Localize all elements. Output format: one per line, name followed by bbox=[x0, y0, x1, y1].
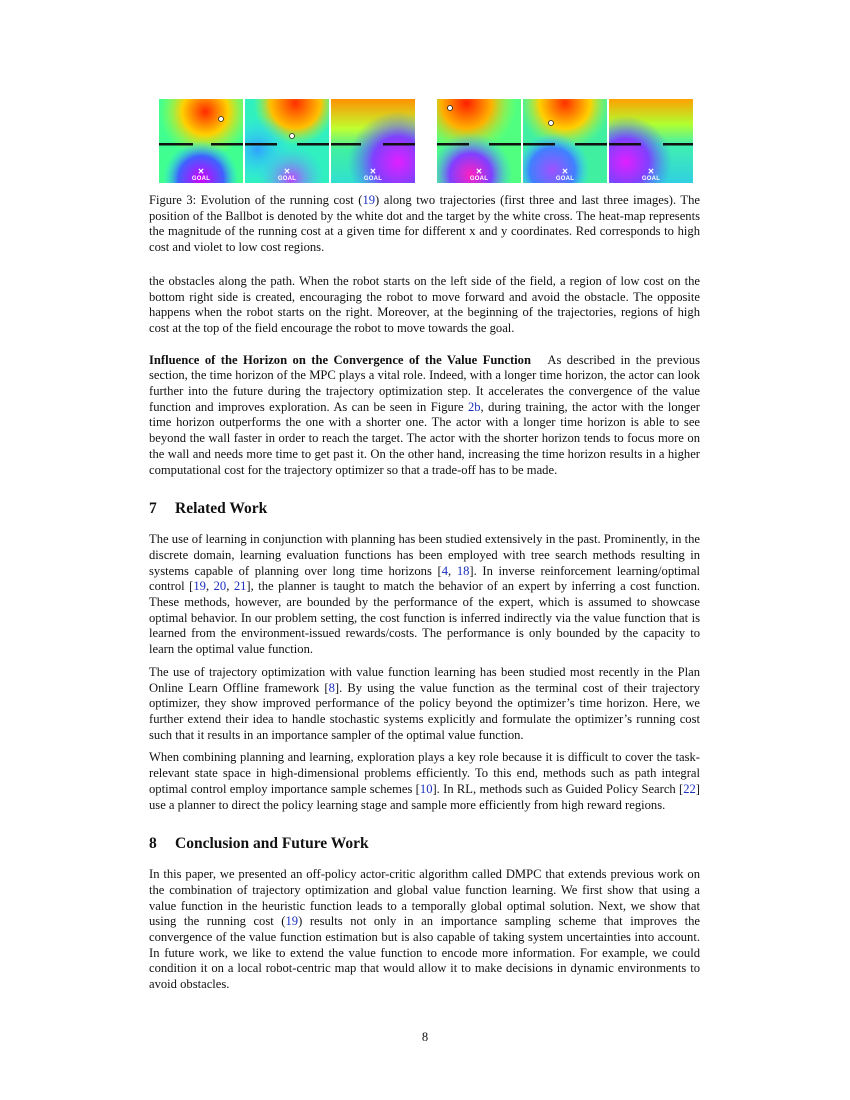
goal-label: GOAL bbox=[191, 176, 211, 182]
figure-3-caption: Figure 3: Evolution of the running cost (19) along two trajectories (first three and last three images). The position of the Ballbot is denoted by the white dot and the target by the white cross. The heat-map represents the magnitude of the running cost at a given time for different x and y coordinates. Red corresponds to high cost and violet to low cost regions. bbox=[149, 193, 700, 255]
heatmap-panel-2 bbox=[245, 99, 329, 183]
paragraph-obstacles: the obstacles along the path. When the robot starts on the left side of the field, a region of low cost on the bottom right side is created, encouraging the robot to move forward and avoid the obstacle. The opposite happens when the robot starts on the right. Moreover, at the beginning of the trajectories, regions of high cost at the top of the field encourage the robot to move towards the goal. bbox=[149, 273, 700, 335]
goal-cross-icon: ✕ bbox=[369, 167, 377, 176]
heatmap-panel-1 bbox=[159, 99, 243, 183]
heatmap-panel-5 bbox=[523, 99, 607, 183]
citation-link[interactable]: 10 bbox=[419, 781, 433, 796]
heatmap-panel-4 bbox=[437, 99, 521, 183]
page-number: 8 bbox=[421, 1030, 429, 1044]
figure-link[interactable]: 2b bbox=[467, 399, 481, 414]
citation-link[interactable]: 21 bbox=[233, 579, 247, 594]
citation-link[interactable]: 19 bbox=[193, 579, 206, 594]
citation-link[interactable]: 18 bbox=[456, 563, 470, 578]
goal-label: GOAL bbox=[469, 176, 489, 182]
citation-link[interactable]: 20 bbox=[213, 579, 227, 594]
equation-link[interactable]: 19 bbox=[362, 193, 376, 207]
section-7-paragraph-3: When combining planning and learning, exploration plays a key role because it is difficult to cover the task-relevant state space in high-dimensional problems efficiently. To this end, methods such as path integral optimal control employ importance sample schemes [10]. In RL, methods such as Guided Policy Search [22] use a planner to direct the policy learning stage and sample more efficiently from high reward regions. bbox=[149, 750, 700, 812]
page-body bbox=[149, 99, 700, 993]
goal-label: GOAL bbox=[277, 176, 297, 182]
goal-cross-icon: ✕ bbox=[283, 167, 291, 176]
figure-3-heatmaps bbox=[149, 99, 700, 185]
section-8-paragraph-1: In this paper, we presented an off-policy actor-critic algorithm called DMPC that extends previous work on the combination of trajectory optimization and global value function learning. We first show that using a value function in the heuristic function leads to a temporally global optimal solution. Next, we show that using the running cost (19) results not only in an importance sampling scheme that improves the convergence of the value function estimation but is also capable of taking system uncertainties into account. In future work, we like to extend the value function to encode more information. For example, we could condition it on a local robot-centric map that would allow it to make decisions in dynamic environments to avoid obstacles. bbox=[149, 867, 700, 992]
heatmap-panel-6 bbox=[609, 99, 693, 183]
section-8-heading: 8 Conclusion and Future Work bbox=[149, 835, 369, 853]
section-7-paragraph-1: The use of learning in conjunction with planning has been studied extensively in the past. Prominently, in the discrete domain, learning evaluation functions has been employed with tree search methods resulting in systems capable of planning over long time horizons [4, 18]. In inverse reinforcement learning/optimal control [19, 20, 21], the planner is taught to match the behavior of an expert by inferring a cost function. These methods, however, are bounded by the performance of the expert, which is assumed to showcase optimal behavior. In our problem setting, the cost function is inferred indirectly via the value function that is learned from the environment-issued rewards/costs. The performance is only bounded by the capacity to learn the optimal value function. bbox=[149, 532, 701, 657]
paragraph-horizon: Influence of the Horizon on the Convergence of the Value Function As described in the previous section, the time horizon of the MPC plays a vital role. Indeed, with a longer time horizon, the actor can look further into the future during the trajectory optimization step. It accelerates the convergence of the value function and improves exploration. As can be seen in Figure 2b, during training, the actor with the longer time horizon outperforms the one with a shorter one. The actor with a longer time horizon is able to see beyond the wall faster in order to reach the target. The actor with the shorter horizon tends to focus more on the wall and needs more time to get past it. On the other hand, increasing the time horizon results in a higher computational cost for the trajectory optimizer so that a trade-off has to be made. bbox=[149, 352, 700, 477]
citation-link[interactable]: 8 bbox=[328, 680, 335, 695]
section-7-heading: 7 Related Work bbox=[149, 500, 268, 518]
goal-cross-icon: ✕ bbox=[561, 167, 569, 176]
equation-link[interactable]: 19 bbox=[285, 914, 299, 929]
heatmap-panel-3 bbox=[331, 99, 415, 183]
goal-label: GOAL bbox=[641, 176, 661, 182]
goal-cross-icon: ✕ bbox=[647, 167, 655, 176]
citation-link[interactable]: 4 bbox=[441, 563, 449, 578]
goal-label: GOAL bbox=[363, 176, 383, 182]
section-7-paragraph-2: The use of trajectory optimization with value function learning has been studied most recently in the Plan Online Learn Offline framework [8]. By using the value function as the terminal cost of their trajectory optimizer, they show improved performance of the policy beyond the optimizer’s time horizon. Here, we further extend their idea to handle stochastic systems explicitly and formulate the optimizer’s running cost such that it results in an importance sampler of the optimal value function. bbox=[149, 664, 701, 742]
goal-cross-icon: ✕ bbox=[197, 167, 205, 176]
goal-cross-icon: ✕ bbox=[475, 167, 483, 176]
goal-label: GOAL bbox=[555, 176, 575, 182]
citation-link[interactable]: 22 bbox=[683, 781, 696, 796]
runin-heading: Influence of the Horizon on the Convergence of the Value Function bbox=[149, 352, 531, 367]
